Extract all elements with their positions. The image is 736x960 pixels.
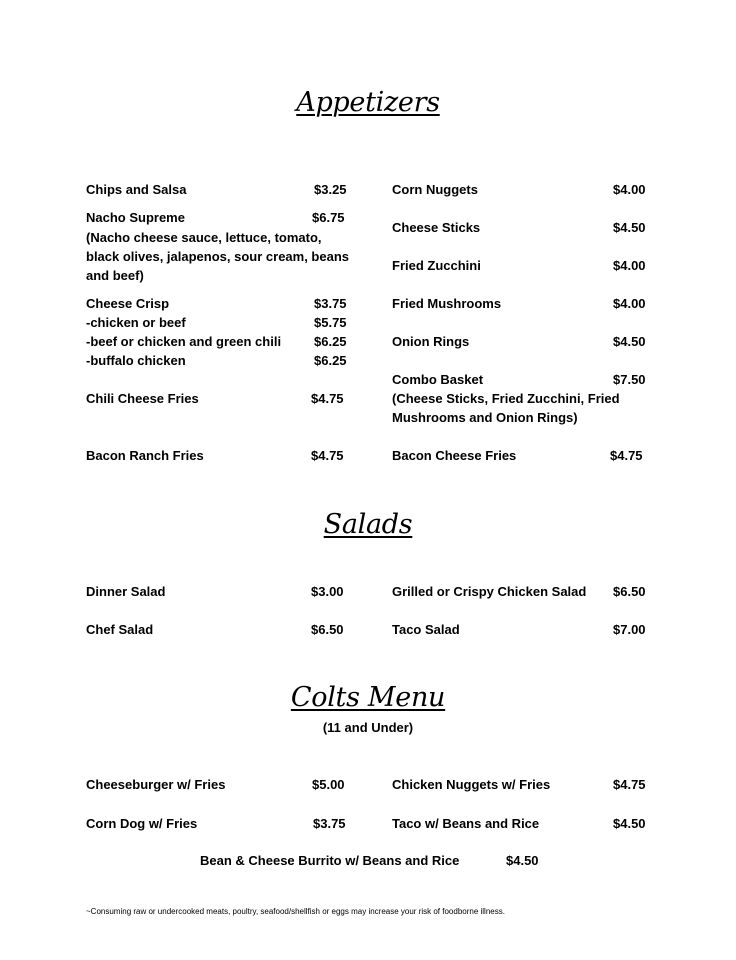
menu-item-price: $5.75 xyxy=(314,315,347,330)
colts-menu-heading: Colts Menu xyxy=(290,682,446,713)
appetizers-heading: Appetizers xyxy=(296,87,440,118)
menu-item-price: $4.50 xyxy=(506,853,539,868)
menu-item-name: Nacho Supreme xyxy=(86,210,185,225)
menu-item-price: $4.00 xyxy=(613,258,646,273)
menu-item-price: $4.50 xyxy=(613,334,646,349)
menu-item-price: $4.75 xyxy=(311,391,344,406)
menu-item-name: Chips and Salsa xyxy=(86,182,187,197)
menu-item-name: Bacon Cheese Fries xyxy=(392,448,517,463)
menu-item-name: Fried Mushrooms xyxy=(392,296,502,311)
menu-item-price: $4.75 xyxy=(610,448,643,463)
menu-item-name: Onion Rings xyxy=(392,334,470,349)
menu-item-price: $3.75 xyxy=(314,296,347,311)
menu-item-description: Mushrooms and Onion Rings) xyxy=(392,410,578,425)
menu-item-price: $7.00 xyxy=(613,622,646,637)
menu-item-name: Taco w/ Beans and Rice xyxy=(392,816,540,831)
menu-item-name: Fried Zucchini xyxy=(392,258,481,273)
menu-item-price: $6.25 xyxy=(314,353,347,368)
menu-item-name: -chicken or beef xyxy=(86,315,186,330)
menu-item-name: -beef or chicken and green chili xyxy=(86,334,282,349)
menu-item-name: Corn Nuggets xyxy=(392,182,478,197)
colts-menu-subtitle: (11 and Under) xyxy=(322,720,414,735)
menu-item-price: $4.50 xyxy=(613,220,646,235)
menu-item-name: -buffalo chicken xyxy=(86,353,186,368)
menu-item-price: $7.50 xyxy=(613,372,646,387)
menu-item-name: Combo Basket xyxy=(392,372,484,387)
menu-item-price: $3.00 xyxy=(311,584,344,599)
menu-item-price: $4.75 xyxy=(613,777,646,792)
menu-item-price: $6.50 xyxy=(613,584,646,599)
menu-item-name: Chef Salad xyxy=(86,622,154,637)
menu-item-price: $3.25 xyxy=(314,182,347,197)
menu-item-name: Bacon Ranch Fries xyxy=(86,448,204,463)
menu-item-name: Cheese Sticks xyxy=(392,220,481,235)
salads-heading: Salads xyxy=(323,509,413,540)
menu-item-price: $6.50 xyxy=(311,622,344,637)
menu-item-price: $5.00 xyxy=(312,777,345,792)
menu-item-price: $4.00 xyxy=(613,296,646,311)
menu-item-name: Taco Salad xyxy=(392,622,460,637)
menu-item-price: $4.50 xyxy=(613,816,646,831)
menu-item-price: $6.25 xyxy=(314,334,347,349)
menu-item-name: Chicken Nuggets w/ Fries xyxy=(392,777,551,792)
menu-item-price: $3.75 xyxy=(313,816,346,831)
menu-item-name: Dinner Salad xyxy=(86,584,166,599)
menu-item-name: Corn Dog w/ Fries xyxy=(86,816,198,831)
menu-item-price: $4.75 xyxy=(311,448,344,463)
menu-item-description: (Nacho cheese sauce, lettuce, tomato, xyxy=(86,230,322,245)
menu-item-name: Cheeseburger w/ Fries xyxy=(86,777,226,792)
menu-item-description: black olives, jalapenos, sour cream, beans xyxy=(86,249,350,264)
menu-item-description: and beef) xyxy=(86,268,144,283)
food-safety-footnote: ~Consuming raw or undercooked meats, poultry, seafood/shellfish or eggs may increase your risk of foodborne illness. xyxy=(86,907,505,916)
menu-item-price: $4.00 xyxy=(613,182,646,197)
menu-item-description: (Cheese Sticks, Fried Zucchini, Fried xyxy=(392,391,620,406)
menu-item-name: Grilled or Crispy Chicken Salad xyxy=(392,584,587,599)
menu-item-name: Chili Cheese Fries xyxy=(86,391,199,406)
menu-item-name: Cheese Crisp xyxy=(86,296,170,311)
menu-item-price: $6.75 xyxy=(312,210,345,225)
menu-item-name: Bean & Cheese Burrito w/ Beans and Rice xyxy=(200,853,460,868)
